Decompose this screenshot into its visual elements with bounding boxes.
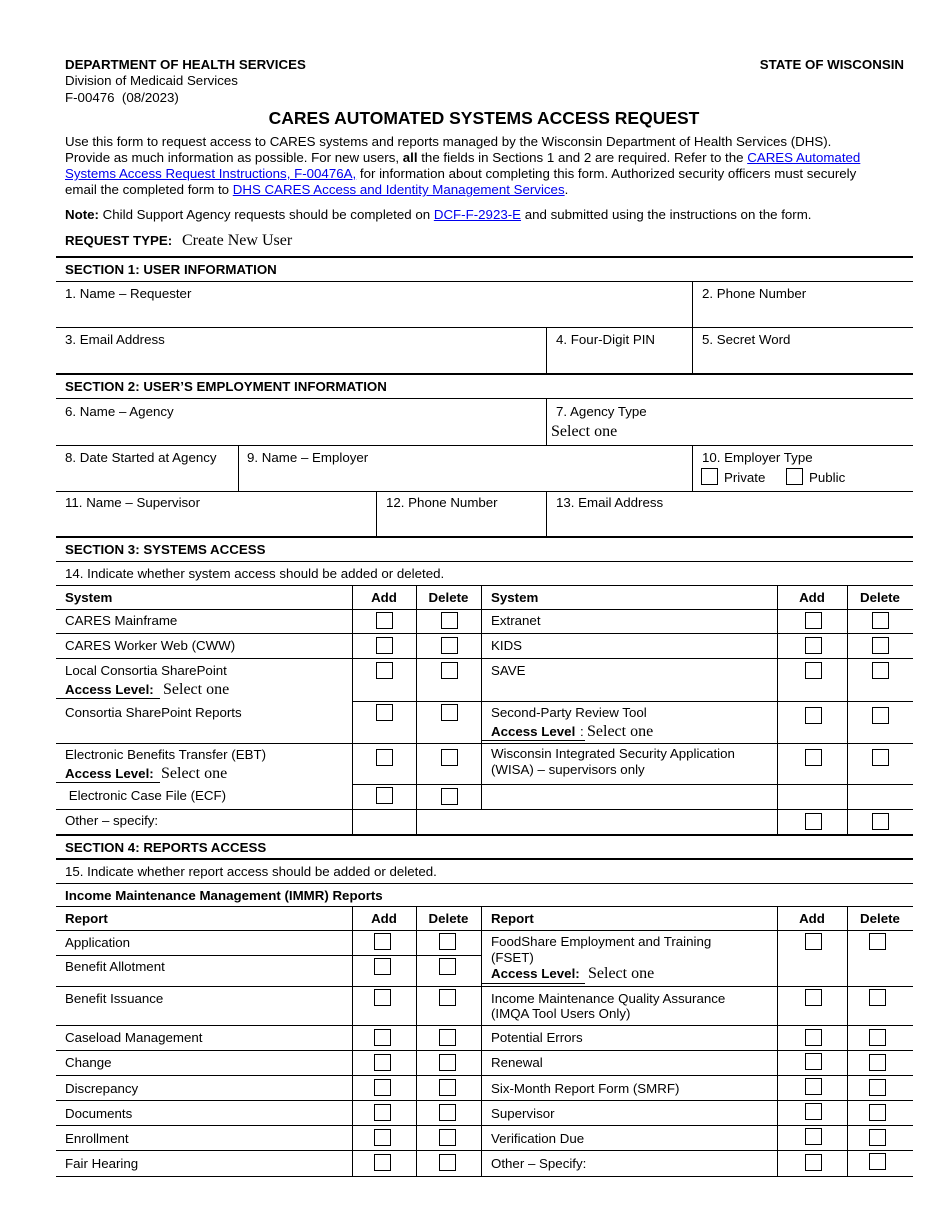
ecf-delete-checkbox[interactable] [441, 788, 458, 805]
system-ebt: Electronic Benefits Transfer (EBT) [65, 747, 266, 762]
report-renewal: Renewal [491, 1055, 543, 1070]
benefit-issuance-add-checkbox[interactable] [374, 989, 391, 1006]
benefit-allotment-delete-checkbox[interactable] [439, 958, 456, 975]
verification-due-add-checkbox[interactable] [805, 1128, 822, 1145]
division-name: Division of Medicaid Services [65, 73, 238, 88]
second-party-delete-checkbox[interactable] [872, 707, 889, 724]
report-fset-line1: FoodShare Employment and Training [491, 934, 712, 949]
divider [56, 633, 913, 634]
report-imqa-line1: Income Maintenance Quality Assurance [491, 991, 726, 1006]
discrepancy-delete-checkbox[interactable] [439, 1079, 456, 1096]
system-consortia-sharepoint-reports: Consortia SharePoint Reports [65, 705, 242, 720]
divider [56, 834, 913, 836]
department-name: DEPARTMENT OF HEALTH SERVICES [65, 57, 306, 72]
consortia-reports-add-checkbox[interactable] [376, 704, 393, 721]
enrollment-add-checkbox[interactable] [374, 1129, 391, 1146]
fair-hearing-delete-checkbox[interactable] [439, 1154, 456, 1171]
col-delete-left: Delete [428, 911, 469, 926]
note [65, 207, 812, 222]
divider [56, 930, 913, 931]
divider [56, 1176, 913, 1177]
divider [56, 986, 913, 987]
divider [376, 491, 377, 537]
divider [481, 585, 482, 809]
system-local-consortia-sharepoint: Local Consortia SharePoint [65, 663, 227, 678]
dcf-form-link[interactable]: DCF-F-2923-E [433, 207, 522, 222]
ecf-add-checkbox[interactable] [376, 787, 393, 804]
divider [56, 698, 160, 699]
system-other-input[interactable] [165, 811, 770, 833]
system-kids: KIDS [491, 638, 523, 653]
agency-type-label: 7. Agency Type [556, 404, 647, 419]
divider [56, 1100, 913, 1101]
wisa-add-checkbox[interactable] [805, 749, 822, 766]
employer-type-label: 10. Employer Type [702, 450, 813, 465]
col-system-right: System [491, 590, 539, 605]
divider [56, 1125, 913, 1126]
date-started-input[interactable] [60, 466, 232, 490]
email-address-input[interactable] [60, 348, 540, 372]
divider [56, 809, 913, 810]
employer-name-input[interactable] [243, 466, 687, 490]
secret-word-input[interactable] [698, 348, 908, 372]
name-requester-input[interactable] [60, 302, 688, 326]
pin-input[interactable] [552, 348, 688, 372]
divider [56, 609, 913, 610]
application-delete-checkbox[interactable] [439, 933, 456, 950]
renewal-delete-checkbox[interactable] [869, 1054, 886, 1071]
divider [56, 585, 913, 586]
change-delete-checkbox[interactable] [439, 1054, 456, 1071]
supervisor-phone-label: 12. Phone Number [386, 495, 498, 510]
potential-errors-add-checkbox[interactable] [805, 1029, 822, 1046]
secret-word-label: 5. Secret Word [702, 332, 791, 347]
cares-mainframe-add-checkbox[interactable] [376, 612, 393, 629]
col-system-left: System [65, 590, 113, 605]
documents-delete-checkbox[interactable] [439, 1104, 456, 1121]
imqa-add-checkbox[interactable] [805, 989, 822, 1006]
access-level-label: Access Level: [491, 966, 580, 981]
divider [56, 281, 913, 282]
col-report-left: Report [65, 911, 108, 926]
divider [847, 906, 848, 1176]
divider [481, 983, 585, 984]
employer-private-label: Private [724, 470, 766, 485]
caseload-delete-checkbox[interactable] [439, 1029, 456, 1046]
note-label: Note: [65, 207, 99, 222]
renewal-add-checkbox[interactable] [805, 1053, 822, 1070]
supervisor-name-label: 11. Name – Supervisor [65, 495, 201, 510]
report-fset-line2: (FSET) [491, 950, 534, 965]
divider [692, 327, 693, 374]
divider [692, 445, 693, 491]
request-type-label: REQUEST TYPE: [65, 233, 173, 248]
extranet-add-checkbox[interactable] [805, 612, 822, 629]
wisa-delete-checkbox[interactable] [872, 749, 889, 766]
potential-errors-delete-checkbox[interactable] [869, 1029, 886, 1046]
supervisor-email-label: 13. Email Address [556, 495, 664, 510]
discrepancy-add-checkbox[interactable] [374, 1079, 391, 1096]
divider [238, 445, 239, 491]
report-benefit-allotment: Benefit Allotment [65, 959, 165, 974]
system-wisa-line2: (WISA) – supervisors only [491, 762, 645, 777]
divider [416, 906, 417, 1176]
divider [692, 281, 693, 328]
intro-text [65, 134, 915, 198]
supervisor-phone-input[interactable] [382, 511, 540, 535]
divider [481, 906, 482, 1176]
divider [481, 740, 585, 741]
local-consortia-delete-checkbox[interactable] [441, 662, 458, 679]
employer-public-checkbox[interactable] [786, 468, 803, 485]
kids-add-checkbox[interactable] [805, 637, 822, 654]
fair-hearing-add-checkbox[interactable] [374, 1154, 391, 1171]
report-application: Application [65, 935, 131, 950]
ebt-add-checkbox[interactable] [376, 749, 393, 766]
supervisor-email-input[interactable] [552, 511, 908, 535]
agency-name-input[interactable] [60, 420, 540, 444]
date-started-label: 8. Date Started at Agency [65, 450, 217, 465]
divider [56, 782, 160, 783]
other-report-add-checkbox[interactable] [805, 1154, 822, 1171]
verification-due-delete-checkbox[interactable] [869, 1129, 886, 1146]
report-other-label: Other – Specify: [491, 1156, 587, 1171]
note-text-a: Child Support Agency requests should be completed on [98, 207, 434, 222]
smrf-delete-checkbox[interactable] [869, 1079, 886, 1096]
pin-label: 4. Four-Digit PIN [556, 332, 656, 347]
agency-type-select[interactable]: Select one [551, 423, 618, 440]
intro-line4a: email the completed form to [65, 182, 233, 197]
divider [56, 1025, 913, 1026]
divider [56, 906, 913, 907]
benefit-issuance-delete-checkbox[interactable] [439, 989, 456, 1006]
consortia-reports-delete-checkbox[interactable] [441, 704, 458, 721]
divider [56, 858, 913, 860]
cares-mainframe-delete-checkbox[interactable] [441, 612, 458, 629]
system-cww: CARES Worker Web (CWW) [65, 638, 236, 653]
access-level-colon: : [580, 724, 584, 739]
kids-delete-checkbox[interactable] [872, 637, 889, 654]
page-title: CARES AUTOMATED SYSTEMS ACCESS REQUEST [268, 108, 700, 128]
divider [777, 906, 778, 1176]
system-other-label: Other – specify: [65, 813, 159, 828]
report-potential-errors: Potential Errors [491, 1030, 583, 1045]
divider [56, 1050, 913, 1051]
documents-add-checkbox[interactable] [374, 1104, 391, 1121]
divider [56, 1075, 913, 1076]
dhs-cares-link[interactable]: DHS CARES Access and Identity Management Services [232, 182, 565, 197]
report-smrf: Six-Month Report Form (SMRF) [491, 1081, 680, 1096]
form-id: F-00476 (08/2023) [65, 90, 179, 105]
system-extranet: Extranet [491, 613, 541, 628]
report-imqa-line2: (IMQA Tool Users Only) [491, 1006, 631, 1021]
section4-title: SECTION 4: REPORTS ACCESS [65, 840, 267, 855]
report-enrollment: Enrollment [65, 1131, 129, 1146]
divider [56, 373, 913, 375]
benefit-allotment-add-checkbox[interactable] [374, 958, 391, 975]
ebt-delete-checkbox[interactable] [441, 749, 458, 766]
access-level-label: Access Level [491, 724, 576, 739]
divider [352, 585, 353, 835]
divider [56, 955, 481, 956]
phone-number-input[interactable] [698, 302, 908, 326]
divider [56, 445, 913, 446]
divider [352, 701, 913, 702]
local-consortia-access-level-select[interactable]: Select one [163, 681, 230, 698]
intro-line3: for information about completing this form. Authorized security officers must securely [356, 166, 857, 181]
change-add-checkbox[interactable] [374, 1054, 391, 1071]
employer-name-label: 9. Name – Employer [247, 450, 369, 465]
supervisor-add-checkbox[interactable] [805, 1103, 822, 1120]
intro-line2a: Provide as much information as possible. For new users, [65, 150, 403, 165]
second-party-add-checkbox[interactable] [805, 707, 822, 724]
divider [546, 327, 547, 374]
divider [546, 491, 547, 537]
name-requester-label: 1. Name – Requester [65, 286, 192, 301]
agency-name-label: 6. Name – Agency [65, 404, 174, 419]
enrollment-delete-checkbox[interactable] [439, 1129, 456, 1146]
divider [546, 398, 547, 445]
report-benefit-issuance: Benefit Issuance [65, 991, 164, 1006]
report-other-input[interactable] [595, 1153, 770, 1174]
intro-line2b: the fields in Sections 1 and 2 are required. Refer to the [417, 150, 748, 165]
extranet-delete-checkbox[interactable] [872, 612, 889, 629]
section4-instruction: 15. Indicate whether report access should be added or deleted. [65, 864, 437, 879]
application-add-checkbox[interactable] [374, 933, 391, 950]
intro-line4b: . [564, 182, 569, 197]
col-delete-right: Delete [860, 590, 900, 605]
col-delete-right: Delete [860, 911, 900, 926]
col-report-right: Report [491, 911, 534, 926]
col-add-left: Add [371, 590, 397, 605]
report-verification-due: Verification Due [491, 1131, 585, 1146]
other-system-add-checkbox[interactable] [805, 813, 822, 830]
report-fair-hearing: Fair Hearing [65, 1156, 139, 1171]
col-add-right: Add [799, 590, 825, 605]
divider [352, 784, 913, 785]
supervisor-delete-checkbox[interactable] [869, 1104, 886, 1121]
section3-title: SECTION 3: SYSTEMS ACCESS [65, 542, 266, 557]
divider [416, 585, 417, 835]
col-delete-left: Delete [428, 590, 469, 605]
smrf-add-checkbox[interactable] [805, 1078, 822, 1095]
divider [56, 398, 913, 399]
system-save: SAVE [491, 663, 526, 678]
phone-number-label: 2. Phone Number [702, 286, 807, 301]
save-delete-checkbox[interactable] [872, 662, 889, 679]
system-cares-mainframe: CARES Mainframe [65, 613, 178, 628]
employer-public-label: Public [809, 470, 846, 485]
access-level-label: Access Level: [65, 766, 154, 781]
report-supervisor: Supervisor [491, 1106, 555, 1121]
intro-line1: Use this form to request access to CARES systems and reports managed by the Wisconsin Department of Health Services (DHS). [65, 134, 832, 149]
divider [56, 743, 913, 744]
system-wisa-line1: Wisconsin Integrated Security Application [491, 746, 735, 761]
section1-title: SECTION 1: USER INFORMATION [65, 262, 277, 277]
instructions-link-a[interactable]: CARES Automated [747, 150, 861, 165]
supervisor-name-input[interactable] [60, 511, 370, 535]
divider [847, 585, 848, 835]
divider [56, 883, 913, 884]
instructions-link-b[interactable]: Systems Access Request Instructions, F-00476A, [65, 166, 357, 181]
divider [56, 327, 913, 328]
note-text-b: and submitted using the instructions on the form. [521, 207, 812, 222]
report-documents: Documents [65, 1106, 133, 1121]
report-discrepancy: Discrepancy [65, 1081, 139, 1096]
divider [56, 1150, 913, 1151]
system-second-party-review: Second-Party Review Tool [491, 705, 647, 720]
divider [777, 585, 778, 835]
access-level-label: Access Level: [65, 682, 154, 697]
report-caseload-management: Caseload Management [65, 1030, 203, 1045]
second-party-access-level-select[interactable]: Select one [587, 723, 654, 740]
divider [352, 906, 353, 1176]
divider [56, 536, 913, 538]
imqa-delete-checkbox[interactable] [869, 989, 886, 1006]
section3-instruction: 14. Indicate whether system access should be added or deleted. [65, 566, 445, 581]
fset-add-checkbox[interactable] [805, 933, 822, 950]
col-add-left: Add [371, 911, 397, 926]
immr-subtitle: Income Maintenance Management (IMMR) Reports [65, 888, 383, 903]
fset-access-level-select[interactable]: Select one [588, 965, 655, 982]
divider [56, 491, 913, 492]
email-address-label: 3. Email Address [65, 332, 165, 347]
caseload-add-checkbox[interactable] [374, 1029, 391, 1046]
other-report-delete-checkbox[interactable] [869, 1153, 886, 1170]
save-add-checkbox[interactable] [805, 662, 822, 679]
system-ecf: Electronic Case File (ECF) [65, 788, 227, 803]
request-type-select[interactable]: Create New User [182, 232, 293, 249]
local-consortia-add-checkbox[interactable] [376, 662, 393, 679]
employer-private-checkbox[interactable] [701, 468, 718, 485]
cww-add-checkbox[interactable] [376, 637, 393, 654]
report-change: Change [65, 1055, 112, 1070]
col-add-right: Add [799, 911, 825, 926]
section2-title: SECTION 2: USER’S EMPLOYMENT INFORMATION [65, 379, 387, 394]
divider [56, 256, 913, 258]
other-system-delete-checkbox[interactable] [872, 813, 889, 830]
divider [56, 658, 913, 659]
intro-all-bold: all [402, 150, 418, 165]
ebt-access-level-select[interactable]: Select one [161, 765, 228, 782]
fset-delete-checkbox[interactable] [869, 933, 886, 950]
cww-delete-checkbox[interactable] [441, 637, 458, 654]
divider [56, 561, 913, 562]
state-name: STATE OF WISCONSIN [759, 57, 904, 72]
